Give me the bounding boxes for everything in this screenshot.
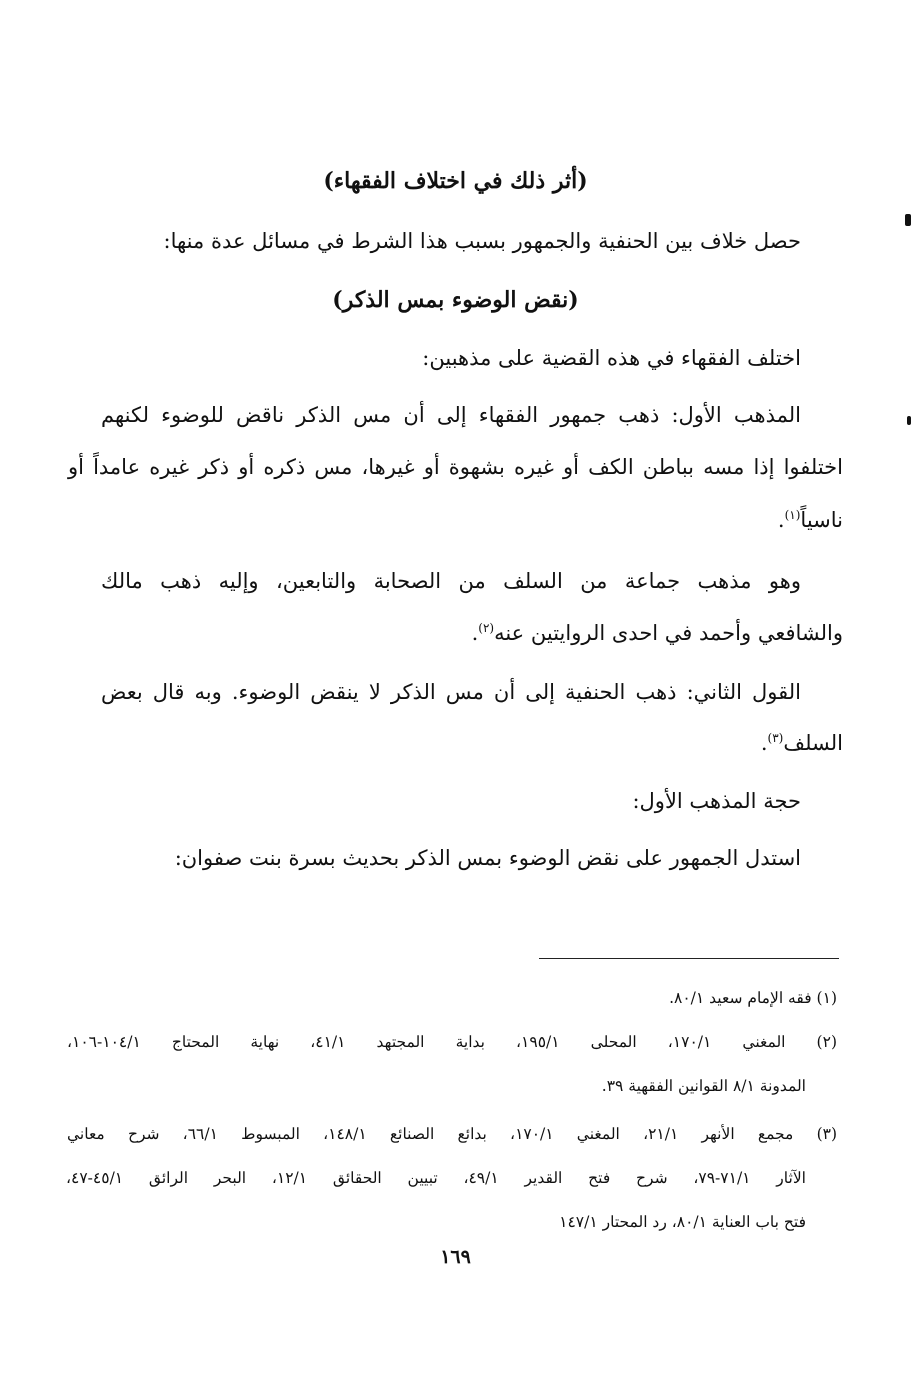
second-opinion-line-2 <box>68 728 843 758</box>
second-opinion-line-1: القول الثاني: ذهب الحنفية إلى أن مس الذكر لا ينقض الوضوء. وبه قال بعض <box>101 680 801 704</box>
first-madhhab-text-end: ناسياً <box>800 508 843 532</box>
footnote-ref-3: (٣) <box>767 731 784 745</box>
jamaa-line-1: وهو مذهب جماعة من السلف من الصحابة والتابعين، وإليه ذهب مالك <box>101 569 801 593</box>
jamaa-line-2 <box>68 618 843 648</box>
second-opinion-text-end: السلف <box>783 731 843 755</box>
scan-mark-top <box>905 214 911 226</box>
jamaa-text-end: والشافعي وأحمد في احدى الروايتين عنه <box>494 621 843 645</box>
first-madhhab-line-2: اختلفوا إذا مسه بباطن الكف أو غيره بشهوة أو غيرها، مس ذكره أو ذكر غيره عامداً أو <box>68 455 843 479</box>
footnote-3-line-1: (٣) مجمع الأنهر ٢١/١، المغني ١٧٠/١، بدائع الصنائع ١٤٨/١، المبسوط ٦٦/١، شرح معاني <box>67 1125 838 1143</box>
hujja-heading: حجة المذهب الأول: <box>632 789 801 813</box>
footnote-2-line-1: (٢) المغني ١٧٠/١، المحلى ١٩٥/١، بداية المجتهد ٤١/١، نهاية المحتاج ١٠٤/١-١٠٦، <box>67 1033 837 1051</box>
footnote-2-line-2: المدونة ٨/١ القوانين الفقهية ٣٩. <box>601 1077 806 1095</box>
ikhtalaf-paragraph: اختلف الفقهاء في هذه القضية على مذهبين: <box>422 346 801 370</box>
footnote-1: (١) فقه الإمام سعيد ٨٠/١. <box>669 989 837 1007</box>
section-title: (أثر ذلك في اختلاف الفقهاء) <box>323 168 588 194</box>
first-madhhab-period: . <box>777 508 785 532</box>
first-madhhab-line-3 <box>68 505 843 535</box>
istadal-paragraph: استدل الجمهور على نقض الوضوء بمس الذكر بحديث بسرة بنت صفوان: <box>174 846 801 870</box>
footnote-ref-1: (١) <box>784 508 801 522</box>
jamaa-period: . <box>471 621 479 645</box>
page-number: ١٦٩ <box>440 1246 471 1268</box>
first-madhhab-line-1: المذهب الأول: ذهب جمهور الفقهاء إلى أن مس الذكر ناقض للوضوء لكنهم <box>101 403 801 427</box>
footnote-3-line-2: الآثار ٧١/١-٧٩، شرح فتح القدير ٤٩/١، تبيين الحقائق ١٢/١، البحر الرائق ٤٥/١-٤٧، <box>66 1169 806 1187</box>
scan-mark-middle <box>907 416 911 425</box>
footnote-ref-2: (٢) <box>478 621 495 635</box>
footnote-3-line-3: فتح باب العناية ٨٠/١، رد المحتار ١٤٧/١ <box>559 1213 806 1231</box>
intro-paragraph: حصل خلاف بين الحنفية والجمهور بسبب هذا الشرط في مسائل عدة منها: <box>163 229 801 253</box>
subsection-title: (نقض الوضوء بمس الذكر) <box>332 287 579 313</box>
second-opinion-period: . <box>760 731 768 755</box>
footnote-divider <box>539 958 839 959</box>
